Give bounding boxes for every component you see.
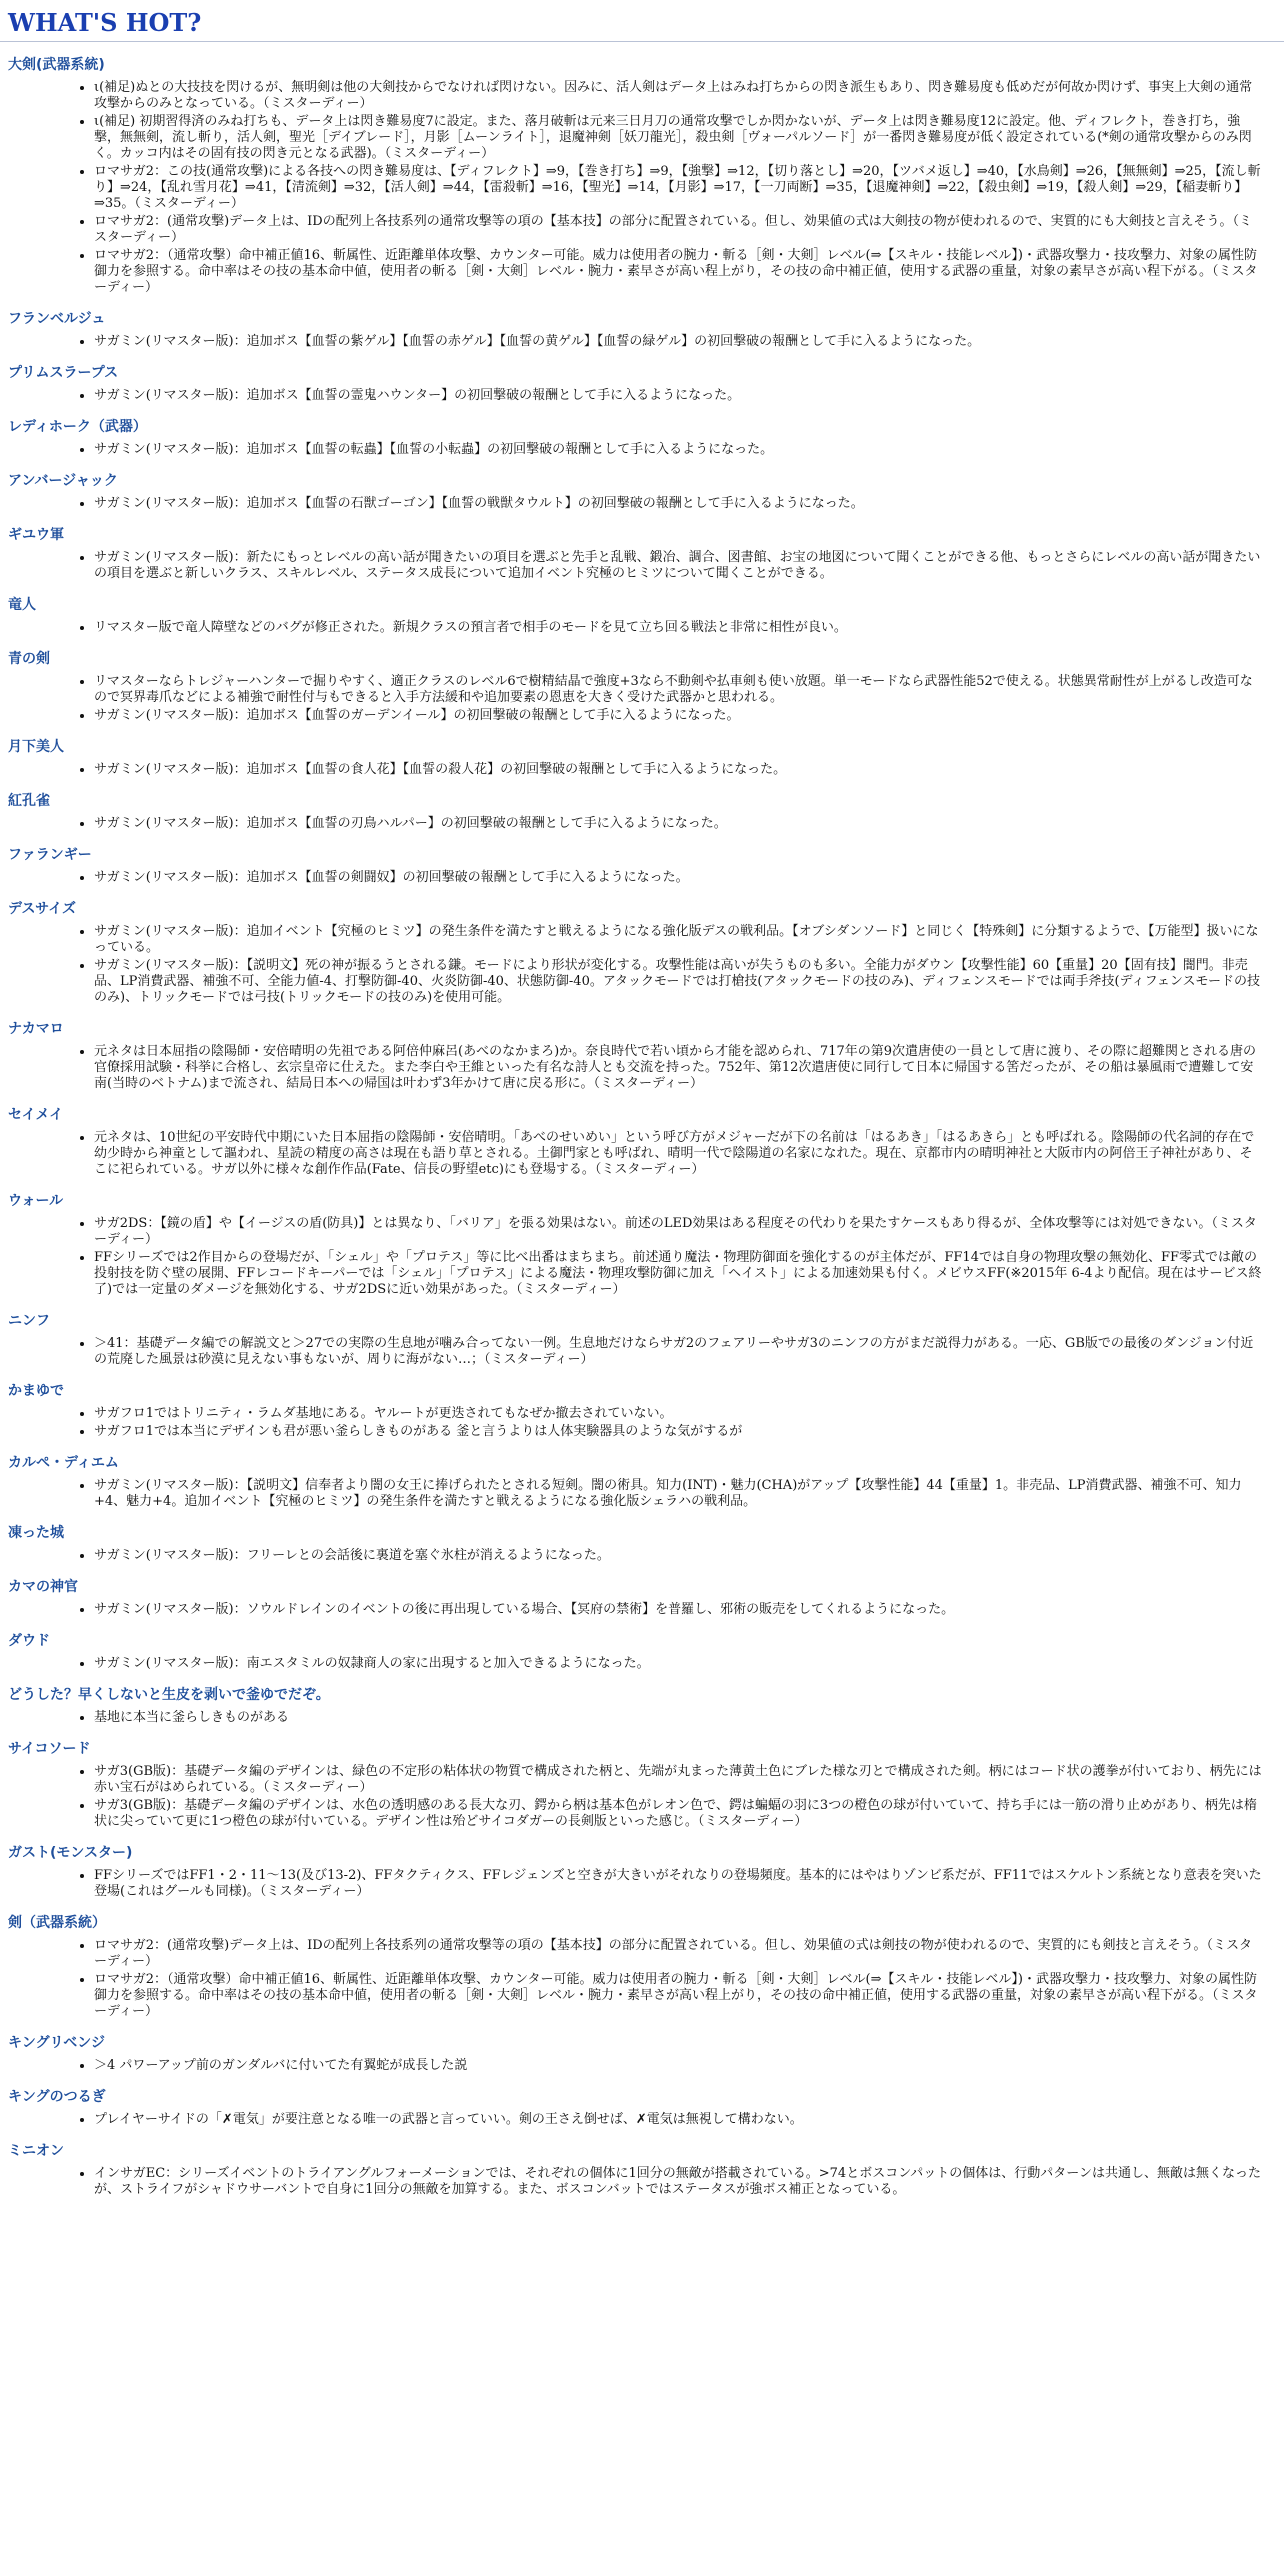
section-title-link[interactable]: ニンフ bbox=[8, 1313, 50, 1329]
main-content bbox=[0, 56, 1284, 2198]
section-title-link[interactable]: ナカマロ bbox=[8, 1021, 64, 1037]
section-title-link[interactable]: ダウド bbox=[8, 1633, 50, 1649]
section-title-link[interactable]: 凍った城 bbox=[8, 1525, 64, 1541]
list-item: • サガミン(リマスター版)：追加ボス【血誓の石獣ゴーゴン】【血誓の戦獣タウルト】の初回撃破の報酬として手に入るようになった。 bbox=[94, 496, 1262, 512]
list-item: • サガミン(リマスター版)：ソウルドレインのイベントの後に再出現している場合、【冥府の禁術】を普羅し、邪術の販売をしてくれるようになった。 bbox=[94, 1602, 1262, 1618]
section-item-list bbox=[8, 496, 1276, 512]
section-title-link[interactable]: どうした？早くしないと生皮を剥いで釜ゆでだぞ。 bbox=[8, 1687, 330, 1703]
section-item-list bbox=[8, 1868, 1276, 1900]
section-item-list bbox=[8, 1764, 1276, 1830]
list-item: • ι(補足)ぬとの大技技を閃けるが、無明剣は他の大剣技からでなければ閃けない。因みに、活人剣はデータ上はみね打ちからの閃き派生もあり、閃き難易度も低めだが何故か閃けず、事実上大剣の通常攻撃からのみとなっている。（ミスターディー） bbox=[94, 80, 1262, 112]
section-title-link[interactable]: ウォール bbox=[8, 1193, 64, 1209]
section-item-list bbox=[8, 1406, 1276, 1440]
list-item: • サガミン(リマスター版)：追加ボス【血誓の霊鬼ハウンター】の初回撃破の報酬として手に入るようになった。 bbox=[94, 388, 1262, 404]
section-item-list bbox=[8, 1336, 1276, 1368]
list-item: • リマスターならトレジャーハンターで掘りやすく、適正クラスのレベル6で樹精結晶で強度+3なら不動剣や払車剣も使い放題。単一モードなら武器性能52で使える。状態異常耐性が上がるし改造可なので冥界毒爪などによる補強で耐性付与もできると入手方法緩和や追加要素の恩恵を大きく受けた武器かと思われる。 bbox=[94, 674, 1262, 706]
list-item: • ロマサガ2：この技(通常攻撃)による各技への閃き難易度は、【ディフレクト】⇒9，【巻き打ち】⇒9，【強撃】⇒12，【切り落とし】⇒20，【ツバメ返し】⇒40，【水鳥剣】⇒26，【無無剣】⇒25，【流し斬り】⇒24，【乱れ雪月花】⇒41，【清流剣】⇒32，【活人剣】⇒44，【雷殺斬】⇒16，【聖光】⇒14，【月影】⇒17，【一刀両断】⇒35，【退魔神剣】⇒22，【殺虫剣】⇒19，【殺人剣】⇒29，【稲妻斬り】⇒35。（ミスターディー） bbox=[94, 164, 1262, 212]
section-title-link[interactable]: キングリベンジ bbox=[8, 2035, 105, 2051]
list-item: • サガミン(リマスター版)：追加ボス【血誓の刃鳥ハルパー】の初回撃破の報酬として手に入るようになった。 bbox=[94, 816, 1262, 832]
section-item-list bbox=[8, 2166, 1276, 2198]
list-item: • サガミン(リマスター版)：追加ボス【血誓の食人花】【血誓の殺人花】の初回撃破の報酬として手に入るようになった。 bbox=[94, 762, 1262, 778]
list-item: • ＞41：基礎データ編での解説文と＞27での実際の生息地が噛み合ってない一例。生息地だけならサガ2のフェアリーやサガ3のニンフの方がまだ説得力がある。一応、GB版での最後のダンジョン付近の荒廃した風景は砂漠に見えない事もないが、周りに海がない…；（ミスターディー） bbox=[94, 1336, 1262, 1368]
list-item: • サガミン(リマスター版)：追加ボス【血誓の紫ゲル】【血誓の赤ゲル】【血誓の黄ゲル】【血誓の緑ゲル】の初回撃破の報酬として手に入るようになった。 bbox=[94, 334, 1262, 350]
section-title-link[interactable]: ギユウ軍 bbox=[8, 527, 64, 543]
section-title-link[interactable]: キングのつるぎ bbox=[8, 2089, 106, 2105]
section-title-link[interactable]: カマの神官 bbox=[8, 1579, 78, 1595]
list-item: • ロマサガ2：（通常攻撃）命中補正値16、斬属性、近距離単体攻撃、カウンター可能。威力は使用者の腕力・斬る［剣・大剣］レベル(⇒【スキル・技能レベル】)・武器攻撃力・技攻撃力、対象の属性防御力を参照する。命中率はその技の基本命中値，使用者の斬る［剣・大剣］レベル・腕力・素早さが高い程上がり，その技の命中補正値，使用する武器の重量，対象の素早さが高い程下がる。（ミスターディー） bbox=[94, 248, 1262, 296]
section-title-link[interactable]: レディホーク（武器） bbox=[8, 419, 147, 435]
list-item: • サガミン(リマスター版)：追加イベント【究極のヒミツ】の発生条件を満たすと戦えるようになる強化版デスの戦利品。【オブシダンソード】と同じく【特殊剣】に分類するようで、【万能型】扱いになっている。 bbox=[94, 924, 1262, 956]
list-item: • サガミン(リマスター版)：【説明文】信奉者より闇の女王に捧げられたとされる短剣。闇の術具。知力(INT)・魅力(CHA)がアップ【攻撃性能】44【重量】1。非売品、LP消費武器、補強不可、知力+4、魅力+4。追加イベント【究極のヒミツ】の発生条件を満たすと戦えるようになる強化版シェラハの戦利品。 bbox=[94, 1478, 1262, 1510]
section-item-list bbox=[8, 2058, 1276, 2074]
section-title-link[interactable]: ガスト(モンスター) bbox=[8, 1845, 133, 1861]
list-item: • ロマサガ2：（通常攻撃）命中補正値16、斬属性、近距離単体攻撃、カウンター可能。威力は使用者の腕力・斬る［剣・大剣］レベル(⇒【スキル・技能レベル】)・武器攻撃力・技攻撃力、対象の属性防御力を参照する。命中率はその技の基本命中値，使用者の斬る［剣・大剣］レベル・腕力・素早さが高い程上がり，その技の命中補正値，使用する武器の重量，対象の素早さが高い程下がる。（ミスターディー） bbox=[94, 1972, 1262, 2020]
section-title-link[interactable]: 紅孔雀 bbox=[8, 793, 50, 809]
section-item-list bbox=[8, 442, 1276, 458]
section-title-link[interactable]: カルペ・ディエム bbox=[8, 1455, 119, 1471]
list-item: • ι(補足) 初期習得済のみね打ちも、データ上は閃き難易度7に設定。また、落月破斬は元来三日月刀の通常攻撃でしか閃かないが、データ上は閃き難易度12に設定。他、ディフレクト，巻き打ち，強撃，無無剣，流し斬り，活人剣，聖光［デイブレード］，月影［ムーンライト］，退魔神剣［妖刀龍光］，殺虫剣［ヴォーパルソード］が一番閃き難易度が低く設定されている(*剣の通常攻撃からのみ閃く。カッコ内はその固有技の閃き元となる武器)。（ミスターディー） bbox=[94, 114, 1262, 162]
section-title-link[interactable]: 剣（武器系統） bbox=[8, 1915, 106, 1931]
section-title-link[interactable]: 大剣(武器系統) bbox=[8, 57, 105, 73]
list-item: • ＞4 パワーアップ前のガンダルバに付いてた有翼蛇が成長した説 bbox=[94, 2058, 1262, 2074]
list-item: • サガミン(リマスター版)：追加ボス【血誓の転蟲】【血誓の小転蟲】の初回撃破の報酬として手に入るようになった。 bbox=[94, 442, 1262, 458]
section-item-list bbox=[8, 1130, 1276, 1178]
section-item-list bbox=[8, 1656, 1276, 1672]
list-item: • サガミン(リマスター版)：南エスタミルの奴隷商人の家に出現すると加入できるようになった。 bbox=[94, 1656, 1262, 1672]
section-item-list bbox=[8, 1216, 1276, 1298]
list-item: • ロマサガ2：(通常攻撃)データ上は、IDの配列上各技系列の通常攻撃等の項の【基本技】の部分に配置されている。但し、効果値の式は剣技の物が使われるので、実質的にも剣技と言えそう。（ミスターディー） bbox=[94, 1938, 1262, 1970]
list-item: • FFシリーズでは2作目からの登場だが、「シェル」や「プロテス」等に比べ出番はまちまち。前述通り魔法・物理防御面を強化するのが主体だが、FF14では自身の物理攻撃の無効化、FF零式では敵の投射技を防ぐ壁の展開、FFレコードキーパーでは「シェル」「プロテス」による魔法・物理攻撃防御に加え「ヘイスト」による加速効果も付く。メビウスFF(※2015年 6-4より配信。現在はサービス終了)では一定量のダメージを無効化する、サガ2DSに近い効果があった。（ミスターディー） bbox=[94, 1250, 1262, 1298]
list-item: • サガ3(GB版)：基礎データ編のデザインは、水色の透明感のある長大な刃、鍔から柄は基本色がレオン色で、鍔は蝙蝠の羽に3つの橙色の球が付いていて、持ち手には一筋の滑り止めがあり、柄先は楕状に尖っていて更に1つ橙色の球が付いている。デザイン性は殆どサイコダガーの長剣版といった感じ。（ミスターディー） bbox=[94, 1798, 1262, 1830]
list-item: • サガ3(GB版)：基礎データ編のデザインは、緑色の不定形の粘体状の物質で構成された柄と、先端が丸まった薄黄土色にブレた様な刃とで構成された剣。柄にはコード状の護拳が付いており、柄先には赤い宝石がはめられている。（ミスターディー） bbox=[94, 1764, 1262, 1796]
list-item: • 元ネタは、10世紀の平安時代中期にいた日本屈指の陰陽師・安倍晴明。「あべのせいめい」という呼び方がメジャーだが下の名前は「はるあき」「はるあきら」とも呼ばれる。陰陽師の代名詞的存在で幼少時から神童として謳われ、星読の精度の高さは現在も語り草とされる。土御門家とも呼ばれ、晴明一代で陰陽道の名家になれた。現在、京都市内の晴明神社と大阪市内の阿倍王子神社があり、そこに祀られている。サガ以外に様々な創作作品(Fate、信長の野望etc)にも登場する。（ミスターディー） bbox=[94, 1130, 1262, 1178]
title-divider bbox=[0, 41, 1284, 42]
list-item: • 元ネタは日本屈指の陰陽師・安倍晴明の先祖である阿倍仲麻呂(あべのなかまろ)か。奈良時代で若い頃から才能を認められ、717年の第9次遣唐使の一員として唐に渡り、その際に超難関とされる唐の官僚採用試験・科挙に合格し、玄宗皇帝に仕えた。また李白や王維といった有名な詩人とも交流を持った。752年、第12次遣唐使に同行して日本に帰国する筈だったが、その船は暴風雨で遭難して安南(当時のベトナム)まで流され、結局日本への帰国は叶わず3年かけて唐に戻る形に。（ミスターディー） bbox=[94, 1044, 1262, 1092]
list-item: • サガ2DS：【鏡の盾】や【イージスの盾(防具)】とは異なり、「バリア」を張る効果はない。前述のLED効果はある程度その代わりを果たすケースもあり得るが、全体攻撃等には対処できない。（ミスターディー） bbox=[94, 1216, 1262, 1248]
section-item-list bbox=[8, 816, 1276, 832]
list-item: • インサガEC：シリーズイベントのトライアングルフォーメーションでは、それぞれの個体に1回分の無敵が搭載されている。>74とボスコンパットの個体は、行動パターンは共通し、無敵は無くなったが、ストライフがシャドウサーバントで自身に1回分の無敵を加算する。また、ボスコンバットではステータスが強ボス補正となっている。 bbox=[94, 2166, 1262, 2198]
section-item-list bbox=[8, 674, 1276, 724]
section-item-list bbox=[8, 1710, 1276, 1726]
section-item-list bbox=[8, 1602, 1276, 1618]
list-item: • 基地に本当に釜らしきものがある bbox=[94, 1710, 1262, 1726]
list-item: • サガミン(リマスター版)：追加ボス【血誓の剣闘奴】の初回撃破の報酬として手に入るようになった。 bbox=[94, 870, 1262, 886]
list-item: • FFシリーズではFF1・2・11～13(及び13-2)、FFタクティクス、FFレジェンズと空きが大きいがそれなりの登場頻度。基本的にはやはりゾンビ系だが、FF11ではスケルトン系統となり意表を突いた登場(これはグールも同様)。（ミスターディー） bbox=[94, 1868, 1262, 1900]
section-item-list bbox=[8, 388, 1276, 404]
section-title-link[interactable]: アンバージャック bbox=[8, 473, 118, 489]
section-title-link[interactable]: かまゆで bbox=[8, 1383, 64, 1399]
section-item-list bbox=[8, 1548, 1276, 1564]
section-item-list bbox=[8, 334, 1276, 350]
list-item: • サガミン(リマスター版)：追加ボス【血誓のガーデンイール】の初回撃破の報酬として手に入るようになった。 bbox=[94, 708, 1262, 724]
page-header bbox=[0, 8, 1284, 42]
section-item-list bbox=[8, 1478, 1276, 1510]
section-item-list bbox=[8, 870, 1276, 886]
section-item-list bbox=[8, 80, 1276, 296]
list-item: • サガフロ1では本当にデザインも君が悪い釜らしきものがある 釜と言うよりは人体実験器具のような気がするが bbox=[94, 1424, 1262, 1440]
section-title-link[interactable]: ファランギー bbox=[8, 847, 92, 863]
section-title-link[interactable]: 青の剣 bbox=[8, 651, 50, 667]
list-item: • サガミン(リマスター版)：【説明文】死の神が振るうとされる鎌。モードにより形状が変化する。攻撃性能は高いが失うものも多い。全能力がダウン【攻撃性能】60【重量】20【固有技】闇門。非売品、LP消費武器、補強不可、全能力値-4、打撃防御-40、火炎防御-40、状態防御-40。アタックモードでは打槍技(アタックモードの技のみ)、ディフェンスモードでは両手斧技(ディフェンスモードの技のみ)、トリックモードでは弓技(トリックモードの技のみ)を使用可能。 bbox=[94, 958, 1262, 1006]
section-title-link[interactable]: 月下美人 bbox=[8, 739, 64, 755]
list-item: • サガミン(リマスター版)：フリーレとの会話後に裏道を塞ぐ氷柱が消えるようになった。 bbox=[94, 1548, 1262, 1564]
section-item-list bbox=[8, 620, 1276, 636]
section-title-link[interactable]: プリムスラープス bbox=[8, 365, 119, 381]
section-title-link[interactable]: ミニオン bbox=[8, 2143, 64, 2159]
section-title-link[interactable]: セイメイ bbox=[8, 1107, 64, 1123]
section-title-link[interactable]: デスサイズ bbox=[8, 901, 77, 917]
section-item-list bbox=[8, 1938, 1276, 2020]
section-item-list bbox=[8, 762, 1276, 778]
section-item-list bbox=[8, 924, 1276, 1006]
page-title: WHAT'S HOT? bbox=[8, 8, 202, 37]
section-item-list bbox=[8, 550, 1276, 582]
section-title-link[interactable]: サイコソード bbox=[8, 1741, 91, 1757]
section-item-list bbox=[8, 2112, 1276, 2128]
list-item: • サガフロ1ではトリニティ・ラムダ基地にある。ヤルートが更迭されてもなぜか撤去されていない。 bbox=[94, 1406, 1262, 1422]
list-item: • プレイヤーサイドの「✗電気」が要注意となる唯一の武器と言っていい。剣の王さえ倒せば、✗電気は無視して構わない。 bbox=[94, 2112, 1262, 2128]
section-item-list bbox=[8, 1044, 1276, 1092]
section-title-link[interactable]: 竜人 bbox=[8, 597, 36, 613]
list-item: • サガミン(リマスター版)：新たにもっとレベルの高い話が聞きたいの項目を選ぶと先手と乱戦、鍛冶、調合、図書館、お宝の地図について聞くことができる他、もっとさらにレベルの高い話が聞きたいの項目を選ぶと新しいクラス、スキルレベル、ステータス成長について追加イベント究極のヒミツについて聞くことができる。 bbox=[94, 550, 1262, 582]
list-item: • リマスター版で竜人障壁などのバグが修正された。新規クラスの預言者で相手のモードを見て立ち回る戦法と非常に相性が良い。 bbox=[94, 620, 1262, 636]
list-item: • ロマサガ2：(通常攻撃)データ上は、IDの配列上各技系列の通常攻撃等の項の【基本技】の部分に配置されている。但し、効果値の式は大剣技の物が使われるので、実質的にも大剣技と言えそう。（ミスターディー） bbox=[94, 214, 1262, 246]
section-title-link[interactable]: フランベルジュ bbox=[8, 311, 106, 327]
